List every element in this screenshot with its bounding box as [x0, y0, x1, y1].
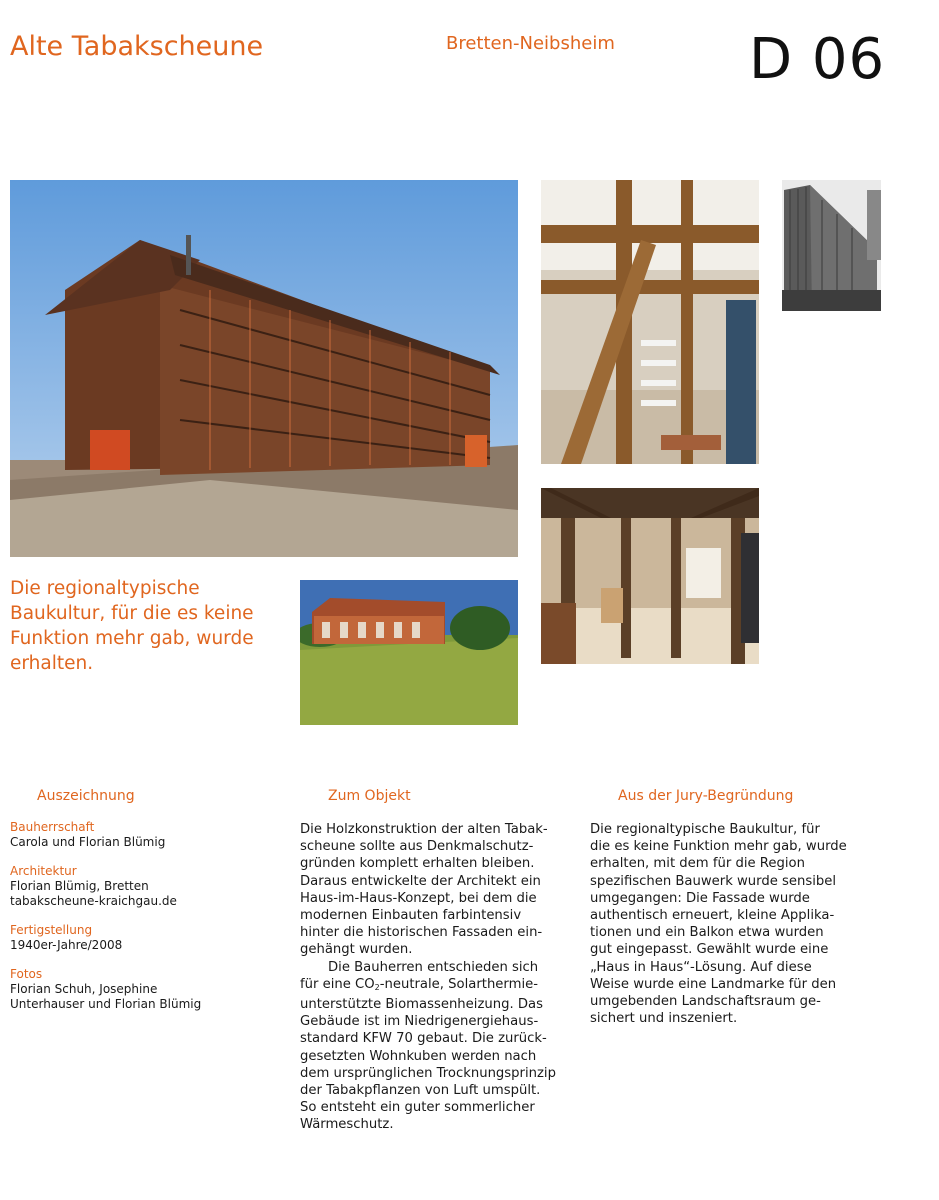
entry-code: D 06	[749, 27, 886, 92]
page-title: Alte Tabakscheune	[10, 31, 264, 62]
photo-barn-field	[300, 580, 518, 725]
photo-historical-bw	[782, 180, 881, 311]
photo-interior-stairs	[541, 180, 759, 464]
pull-quote: Die regionaltypische Baukultur, für die es keine Funktion mehr gab, wurde erhalten.	[10, 578, 254, 674]
architect-value: Florian Blümig, Bretten tabakscheune-kraichgau.de	[10, 879, 177, 908]
object-text	[300, 821, 570, 1134]
client-value: Carola und Florian Blümig	[10, 835, 166, 849]
object-paragraph-1: Die Holzkonstruktion der alten Tabak- scheune sollte aus Denkmalschutz- gründen komplett erhalten bleiben. Daraus entwickelte der Architekt ein Haus-im-Haus-Konzept, bei dem die modernen Einbauten farbintensiv hinter die historischen Fassaden ein- gehängt wurden.	[300, 822, 548, 958]
heading-jury: Aus der Jury-Begründung	[618, 788, 794, 804]
completion-value: 1940er-Jahre/2008	[10, 938, 123, 952]
photos-value: Florian Schuh, Josephine Unterhauser und Florian Blümig	[10, 982, 202, 1011]
completion-group	[10, 923, 270, 953]
completion-label: Fertigstellung	[10, 923, 93, 937]
award-info	[10, 820, 270, 1026]
heading-object: Zum Objekt	[328, 788, 411, 804]
photo-barn-exterior	[10, 180, 518, 557]
photos-label: Fotos	[10, 967, 43, 981]
client-label: Bauherrschaft	[10, 820, 95, 834]
jury-text: Die regionaltypische Baukultur, für die es keine Funktion mehr gab, wurde erhalten, mit dem für die Region spezifischen Bauwerk wurde sensibel umgegangen: Die Fassade wurde authentisch erneuert, kleine Applika- tionen und ein Balkon etwa wurden gut eingepasst. Gewählt wurde eine „Haus in Haus“-Lösung. Auf diese Weise wurde eine Landmarke für den umgebenden Landschaftsraum ge- sichert und inszeniert.	[590, 822, 847, 1027]
architect-label: Architektur	[10, 864, 77, 878]
heading-award: Auszeichnung	[37, 788, 135, 804]
object-paragraph-2b: -neutrale, Solarthermie- unterstützte Biomassenheizung. Das Gebäude ist im Niedrigenergiehaus- standard KFW 70 gebaut. Die zurück- gesetzten Wohnkuben werden nach dem ursprünglichen Trocknungsprinzip der Tabakpflanzen von Luft umspült. So entsteht ein guter sommerlicher Wärmeschutz.	[300, 976, 556, 1133]
photo-interior-living	[541, 488, 759, 664]
co2-subscript: 2	[374, 982, 380, 992]
location-label: Bretten-Neibsheim	[446, 33, 615, 54]
architect-group	[10, 864, 270, 909]
object-paragraph-2a: Die Bauherren entschieden sich für eine CO	[300, 959, 539, 992]
photos-group	[10, 967, 270, 1012]
client-group	[10, 820, 270, 850]
